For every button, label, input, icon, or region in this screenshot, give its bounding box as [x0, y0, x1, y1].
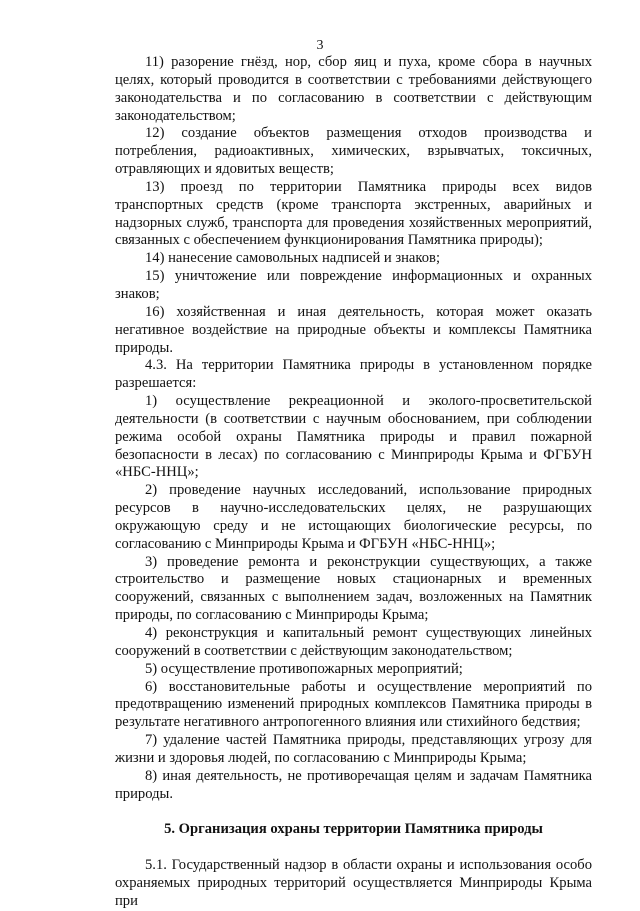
spacer [115, 839, 592, 857]
list-item-14: 14) нанесение самовольных надписей и знаков; [145, 250, 441, 267]
clause-4-3: 4.3. На территории Памятника природы в установленном порядке разрешается: [115, 357, 592, 392]
list-item-16: 16) хозяйственная и иная деятельность, которая может оказать негативное воздействие на природные объекты и комплексы Памятника природы. [115, 303, 592, 356]
list-item-13: 13) проезд по территории Памятника природы всех видов транспортных средств (кроме транспорта экстренных, аварийных и надзорных служб, транспорта для проведения хозяйственных мероприятий, связанных с обеспечением функционирования Памятника природы); [115, 178, 592, 249]
document-body [115, 54, 592, 911]
list-item-15: 15) уничтожение или повреждение информационных и охранных знаков; [115, 268, 592, 302]
permitted-item-2: 2) проведение научных исследований, использование природных ресурсов в научно-исследовательских целях, не разрушающих окружающую среду и не истощающих биологические ресурсы, по согласованию с Минприроды Крыма и ФГБУН «НБС-ННЦ»; [115, 482, 592, 552]
permitted-item-4: 4) реконструкция и капитальный ремонт существующих линейных сооружений в соответствии с действующим законодательством; [115, 625, 592, 659]
list-item-12: 12) создание объектов размещения отходов производства и потребления, радиоактивных, химических, взрывчатых, токсичных, отравляющих и ядовитых веществ; [115, 125, 592, 178]
permitted-item-8: 8) иная деятельность, не противоречащая целям и задачам Памятника природы. [115, 767, 592, 802]
page-number: 3 [316, 38, 324, 53]
permitted-item-1: 1) осуществление рекреационной и эколого-просветительской деятельности (в соответствии с научным обоснованием, при соблюдении режима особой охраны Памятника природы и правил пожарной безопасности в лесах) по согласованию с Минприроды Крыма и ФГБУН «НБС-ННЦ»; [115, 393, 592, 481]
section-5-heading: 5. Организация охраны территории Памятника природы [164, 821, 543, 838]
permitted-item-7: 7) удаление частей Памятника природы, представляющих угрозу для жизни и здоровья людей, по согласованию с Минприроды Крыма; [115, 732, 592, 766]
list-item-11: 11) разорение гнёзд, нор, сбор яиц и пуха, кроме сбора в научных целях, который проводится в соответствии с требованиями действующего законодательства и по согласованию в соответствии с действующим законодательством; [115, 54, 592, 124]
spacer [115, 803, 592, 821]
clause-5-1: 5.1. Государственный надзор в области охраны и использования особо охраняемых природных территорий осуществляется Минприроды Крыма при [115, 857, 592, 909]
permitted-item-6: 6) восстановительные работы и осуществление мероприятий по предотвращению изменений природных комплексов Памятника природы в результате негативного антропогенного влияния или стихийного бедствия; [115, 678, 592, 731]
permitted-item-3: 3) проведение ремонта и реконструкции существующих, а также строительство и размещение новых стационарных и временных сооружений, связанных с выполнением задач, возложенных на Памятник природы, по согласованию с Минприроды Крыма; [115, 553, 592, 624]
permitted-item-5: 5) осуществление противопожарных мероприятий; [145, 660, 463, 677]
